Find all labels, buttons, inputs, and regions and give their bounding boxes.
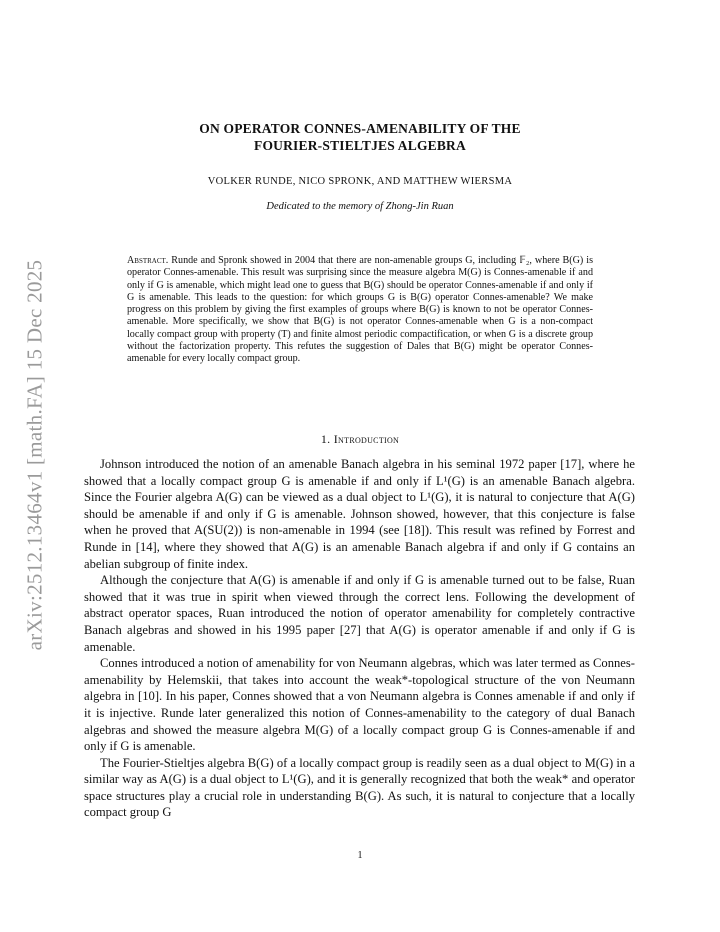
dedication: Dedicated to the memory of Zhong-Jin Ruan bbox=[266, 201, 454, 212]
arxiv-sidebar bbox=[22, 245, 48, 665]
abstract bbox=[127, 255, 593, 366]
abstract-label: Abstract. bbox=[127, 255, 169, 266]
arxiv-identifier: arXiv:2512.13464v1 [math.FA] 15 Dec 2025 bbox=[22, 259, 47, 651]
paragraph: The Fourier-Stieltjes algebra B(G) of a locally compact group is readily seen as a dual object to M(G) in a similar way as A(G) is a dual object to L¹(G), and it is generally recognized that both the weak* and operator space structures play a crucial role in understanding B(G). As such, it is natural to conjecture that a locally compact group G bbox=[84, 755, 635, 820]
paragraph: Although the conjecture that A(G) is amenable if and only if G is amenable turned out to be false, Ruan showed that it was true in spirit when viewed through the correct lens. Following the development of abstract operator spaces, Ruan introduced the notion of operator amenability for completely contractive Banach algebras and showed in his 1995 paper [27] that A(G) is operator amenable if and only if G is amenable. bbox=[84, 573, 635, 654]
paper-title bbox=[0, 120, 720, 154]
abstract-text: Runde and Spronk showed in 2004 that there are non-amenable groups G, including 𝔽₂, where B(G) is operator Connes-amenable. This result was surprising since the measure algebra M(G) is Connes-amenable if and only if G is amenable, which might lead one to guess that B(G) should be operator Connes-amenable if and only if G is amenable. This leads to the question: for which groups G is B(G) operator Connes-amenable? We make progress on this problem by giving the first examples of groups where B(G) is known to not be operator Connes-amenable. More specifically, we show that B(G) is not operator Connes-amenable when G is a non-compact locally compact group with property (T) and finite almost periodic compactification, or when G is a discrete group without the factorization property. This refutes the suggestion of Dales that B(G) might be operator Connes-amenable for every locally compact group. bbox=[127, 255, 593, 365]
page-number: 1 bbox=[357, 850, 363, 861]
author-list: VOLKER RUNDE, NICO SPRONK, AND MATTHEW WIERSMA bbox=[207, 176, 513, 187]
title-line-1: ON OPERATOR CONNES-AMENABILITY OF THE bbox=[199, 121, 521, 136]
introduction-body bbox=[84, 456, 635, 821]
paragraph: Johnson introduced the notion of an amenable Banach algebra in his seminal 1972 paper [17], where he showed that a locally compact group G is amenable if and only if L¹(G) is an amenable Banach algebra. Since the Fourier algebra A(G) can be viewed as a dual object to L¹(G), it is natural to conjecture that A(G) should be amenable if and only if G is amenable. Johnson showed, however, that this conjecture is false when he proved that A(SU(2)) is non-amenable in 1994 (see [18]). This result was refined by Forrest and Runde in [14], where they showed that A(G) is an amenable Banach algebra if and only if G contains an abelian subgroup of finite index. bbox=[84, 457, 635, 571]
title-line-2: FOURIER-STIELTJES ALGEBRA bbox=[254, 138, 466, 153]
section-heading-introduction: 1. Introduction bbox=[320, 432, 400, 446]
paragraph: Connes introduced a notion of amenability for von Neumann algebras, which was later termed as Connes-amenability by Helemskii, that takes into account the weak*-topological structure of the von Neumann algebra in [10]. In his paper, Connes showed that a von Neumann algebra is Connes amenable if and only if it is injective. Runde later generalized this notion of Connes-amenability to the category of dual Banach algebras and showed the measure algebra M(G) of a locally compact group G is Connes-amenable if and only if G is amenable. bbox=[84, 656, 635, 754]
